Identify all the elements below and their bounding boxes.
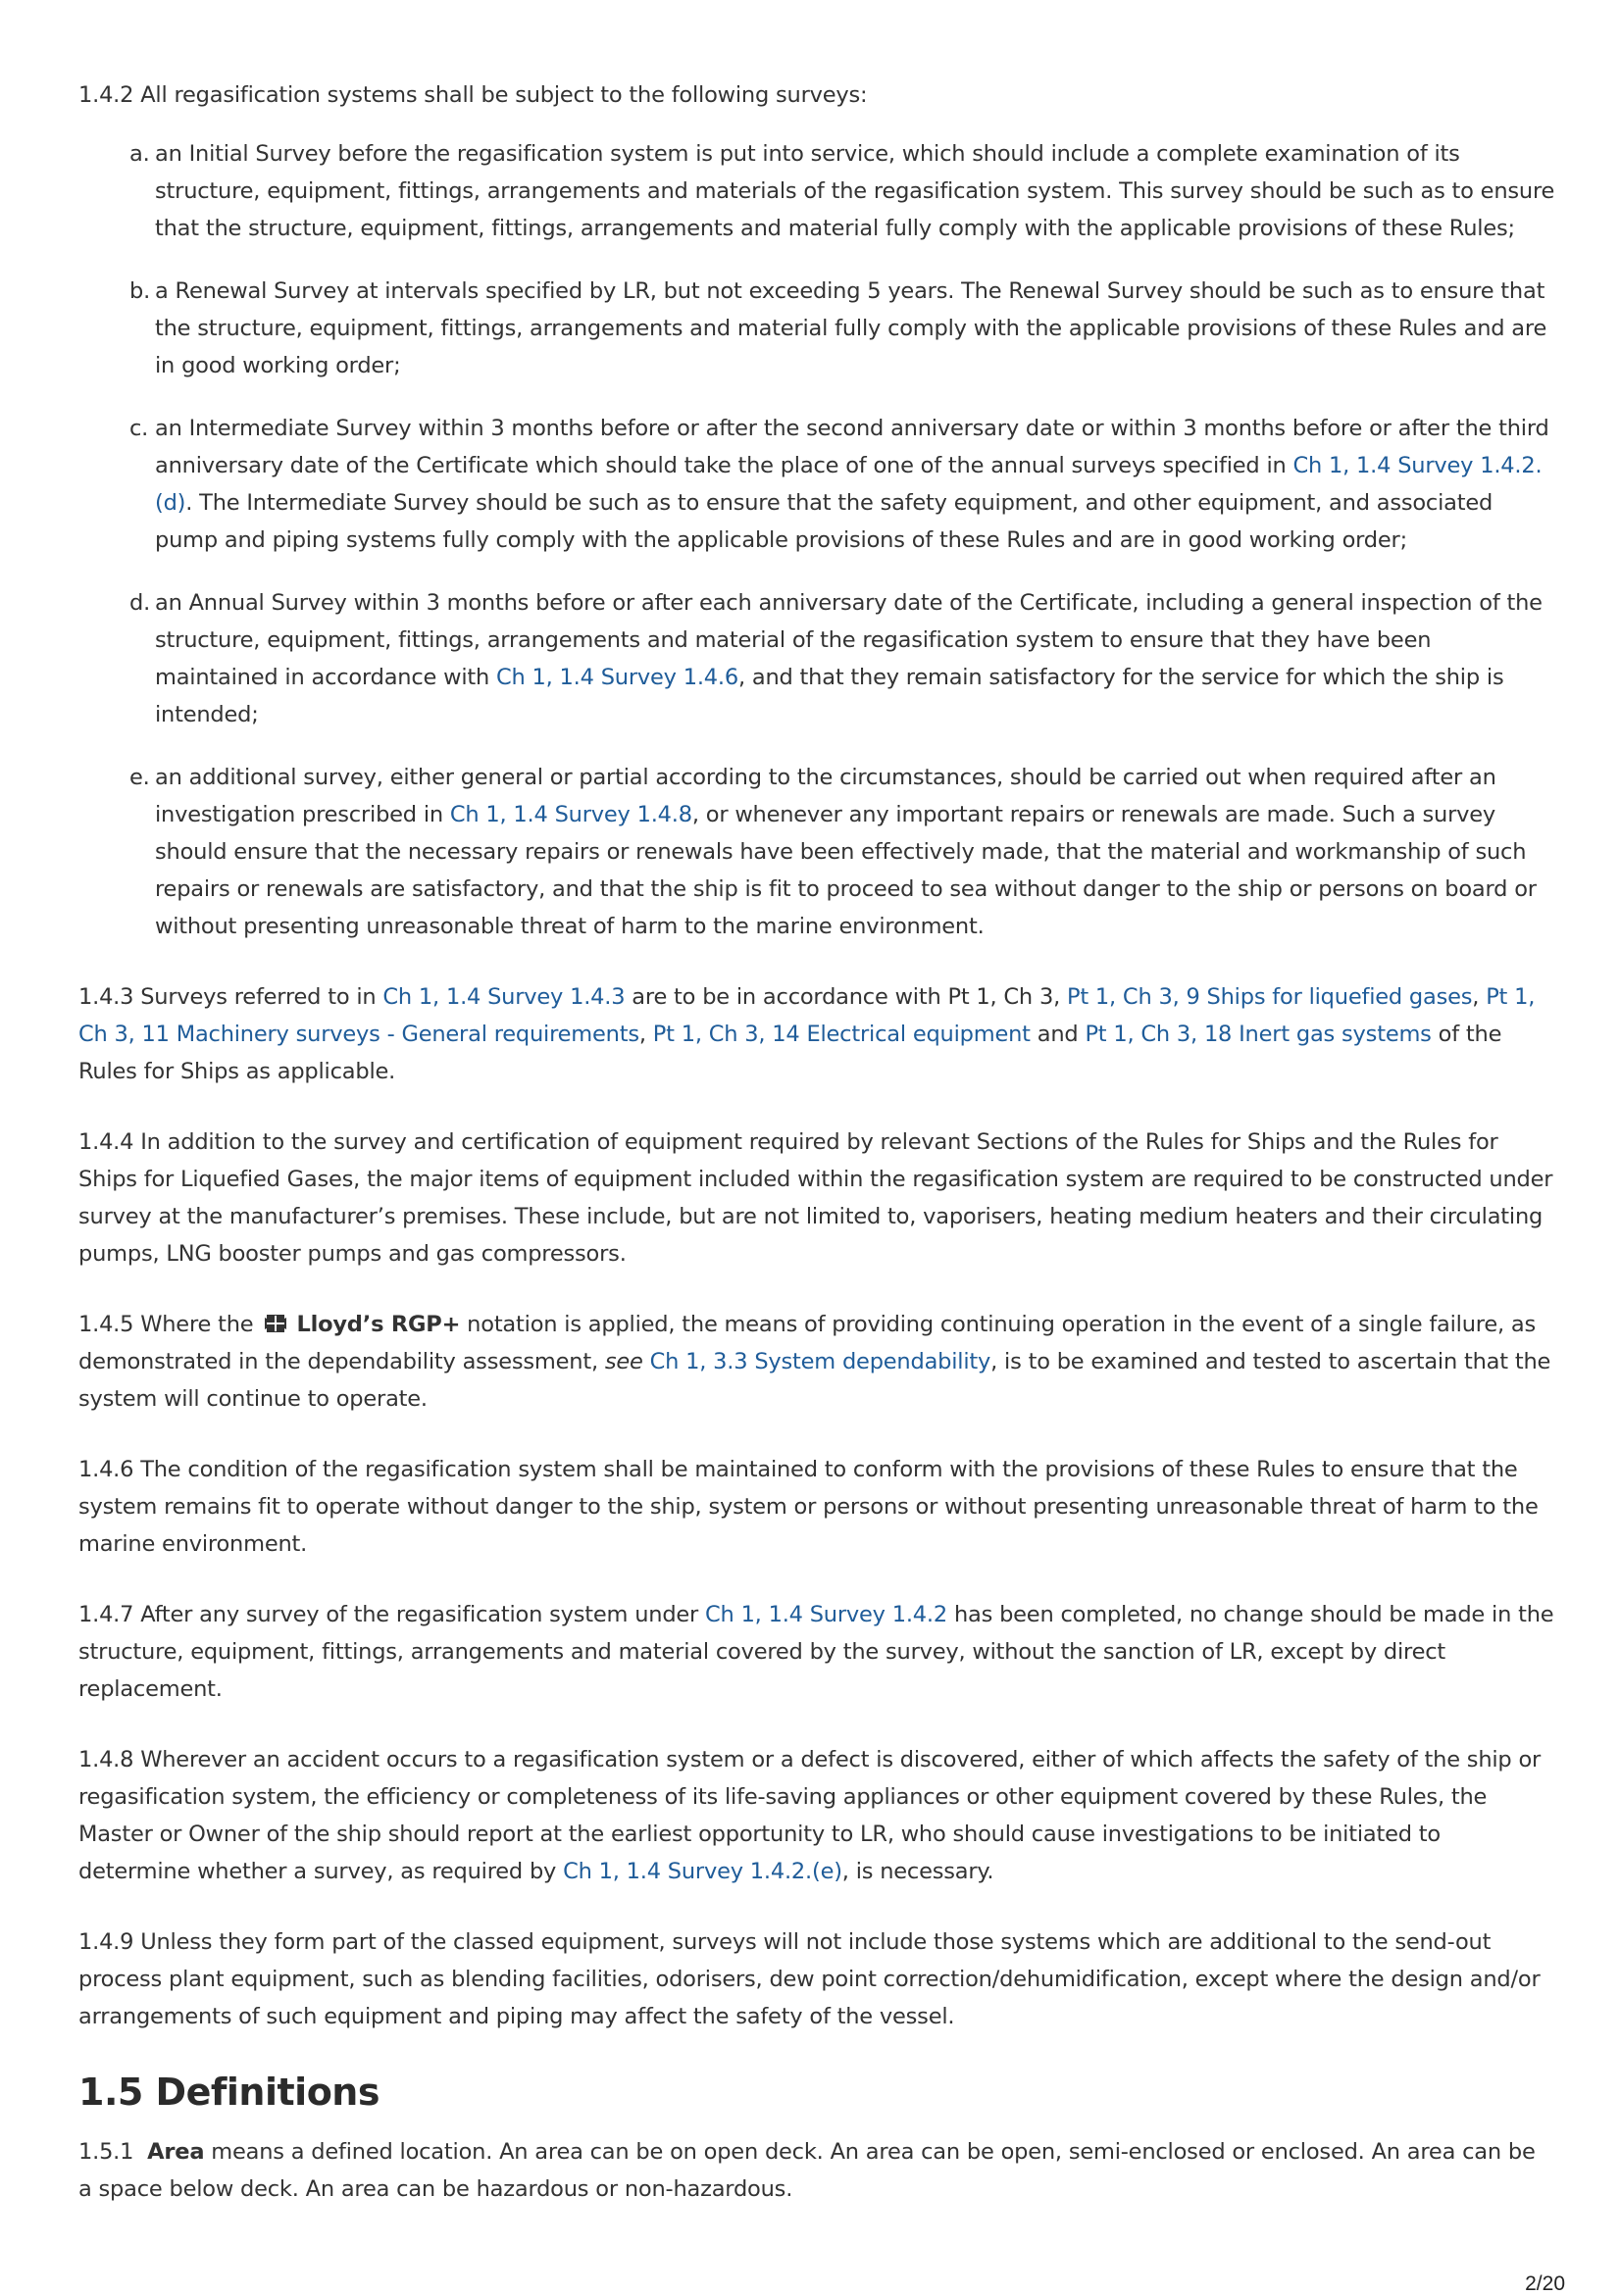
list-item-b	[78, 273, 1555, 384]
para-1-4-8	[78, 1741, 1555, 1890]
text-run: of the Rules for Ships as applicable.	[78, 1022, 1502, 1084]
para-1-4-2-intro: 1.4.2 All regasification systems shall be subject to the following surveys:	[78, 82, 868, 108]
link-pt1-ch3-11[interactable]: Pt 1, Ch 3, 11 Machinery surveys - General requirements	[78, 984, 1536, 1047]
defined-term: Area	[147, 2139, 205, 2165]
para-1-4-7	[78, 1596, 1555, 1708]
list-item-text: an Initial Survey before the regasification system is put into service, which should include a complete examination of its structure, equipment, fittings, arrangements and materials of the regasification system. This survey should be such as to ensure that the structure, equipment, fittings, arrangements and material fully comply with the applicable provisions of these Rules;	[155, 141, 1555, 241]
list-item-d	[78, 584, 1555, 733]
link-3-3-system-dependability[interactable]: Ch 1, 3.3 System dependability	[649, 1349, 991, 1374]
page-number: 2/20	[1525, 2272, 1565, 2295]
text-run: 1.4.3 Surveys referred to in	[78, 984, 383, 1010]
list-marker: c.	[129, 416, 149, 441]
para-1-4-4: 1.4.4 In addition to the survey and certification of equipment required by relevant Sections of the Rules for Ships and the Rules for Ships for Liquefied Gases, the major items of equipment included within the regasification system are required to be constructed under survey at the manufacturer’s premises. These include, but are not limited to, vaporisers, heating medium heaters and their circulating pumps, LNG booster pumps and gas compressors.	[78, 1129, 1553, 1267]
text-run: 1.4.5 Where the	[78, 1312, 254, 1337]
para-1-4-6: 1.4.6 The condition of the regasification system shall be maintained to conform with the provisions of these Rules to ensure that the system remains fit to operate without danger to the ship, system or persons or without presenting unreasonable threat of harm to the marine environment.	[78, 1457, 1539, 1557]
notation-label: Lloyd’s RGP+	[296, 1312, 461, 1337]
text-run: ,	[638, 1022, 653, 1047]
document-body	[78, 76, 1555, 2208]
list-item-a	[78, 135, 1555, 247]
link-1-4-2-d[interactable]: Ch 1, 1.4 Survey 1.4.2.(d)	[155, 453, 1543, 516]
link-1-4-3[interactable]: Ch 1, 1.4 Survey 1.4.3	[382, 984, 626, 1010]
list-marker: e.	[129, 765, 150, 790]
clause-number: 1.5.1	[78, 2139, 134, 2165]
para-1-4-9: 1.4.9 Unless they form part of the classed equipment, surveys will not include those systems which are additional to the send-out process plant equipment, such as blending facilities, odorisers, dew point correction/dehumidification, except where the design and/or arrangements of such equipment and piping may affect the safety of the vessel.	[78, 1929, 1541, 2029]
text-run: and	[1030, 1022, 1086, 1047]
list-item-c	[78, 410, 1555, 559]
list-item-text: an Intermediate Survey within 3 months before or after the second anniversary date or within 3 months before or after the third anniversary date of the Certificate which should take the place of one of the annual surveys specified in	[155, 416, 1549, 478]
link-pt1-ch3-18[interactable]: Pt 1, Ch 3, 18 Inert gas systems	[1085, 1022, 1432, 1047]
list-item-text: an additional survey, either general or partial according to the circumstances, should be carried out when required after an investigation prescribed in	[155, 765, 1496, 827]
list-item-text: an Annual Survey within 3 months before or after each anniversary date of the Certificate, including a general inspection of the structure, equipment, fittings, arrangements and material of the regasification system to ensure that they have been maintained in accordance with	[155, 590, 1543, 690]
link-pt1-ch3-14[interactable]: Pt 1, Ch 3, 14 Electrical equipment	[652, 1022, 1031, 1047]
list-marker: b.	[129, 278, 151, 304]
link-1-4-2-e[interactable]: Ch 1, 1.4 Survey 1.4.2.(e)	[563, 1859, 842, 1884]
text-run: 1.4.7 After any survey of the regasification system under	[78, 1602, 706, 1627]
list-item-text: . The Intermediate Survey should be such as to ensure that the safety equipment, and other equipment, and associated pump and piping systems fully comply with the applicable provisions of these Rules and are in good working order;	[155, 490, 1493, 553]
text-run: ,	[1472, 984, 1487, 1010]
link-1-4-2[interactable]: Ch 1, 1.4 Survey 1.4.2	[705, 1602, 947, 1627]
text-run: has been completed, no change should be made in the structure, equipment, fittings, arrangements and material covered by the survey, without the sanction of LR, except by direct replacement.	[78, 1602, 1554, 1702]
link-1-4-8[interactable]: Ch 1, 1.4 Survey 1.4.8	[449, 802, 692, 827]
see-emphasis: see	[604, 1349, 643, 1374]
text-run: are to be in accordance with Pt 1, Ch 3,	[625, 984, 1067, 1010]
list-item-text: , or whenever any important repairs or renewals are made. Such a survey should ensure that the necessary repairs or renewals have been effectively made, that the material and workmanship of such repairs or renewals are satisfactory, and that the ship is fit to proceed to sea without danger to the ship or persons on board or without presenting unreasonable threat of harm to the marine environment.	[155, 802, 1537, 939]
text-run: , is to be examined and tested to ascertain that the system will continue to operate.	[78, 1349, 1551, 1412]
text-run: notation is applied, the means of providing continuing operation in the event of a single failure, as demonstrated in the dependability assessment,	[78, 1312, 1537, 1374]
para-1-4-5	[78, 1306, 1555, 1418]
link-1-4-6[interactable]: Ch 1, 1.4 Survey 1.4.6	[496, 665, 738, 690]
link-pt1-ch3-9[interactable]: Pt 1, Ch 3, 9 Ships for liquefied gases	[1066, 984, 1473, 1010]
list-marker: a.	[129, 141, 150, 167]
text-run: 1.4.8 Wherever an accident occurs to a regasification system or a defect is discovered, either of which affects the safety of the ship or regasification system, the efficiency or completeness of its life-saving appliances or other equipment covered by these Rules, the Master or Owner of the ship should report at the earliest opportunity to LR, who should cause investigations to be initiated to determine whether a survey, as required by	[78, 1747, 1542, 1884]
maltese-cross-icon	[263, 1313, 288, 1334]
survey-list	[78, 135, 1555, 945]
list-item-text: a Renewal Survey at intervals specified by LR, but not exceeding 5 years. The Renewal Survey should be such as to ensure that the structure, equipment, fittings, arrangements and material fully comply with the applicable provisions of these Rules and are in good working order;	[155, 278, 1547, 378]
section-heading-definitions: 1.5 Definitions	[78, 2071, 380, 2114]
text-run: , is necessary.	[841, 1859, 994, 1884]
list-marker: d.	[129, 590, 151, 616]
para-1-4-3	[78, 978, 1555, 1090]
list-item-e	[78, 759, 1555, 945]
text-run: means a defined location. An area can be on open deck. An area can be open, semi-enclosed or enclosed. An area can be a space below deck. An area can be hazardous or non-hazardous.	[78, 2139, 1536, 2202]
para-1-5-1	[78, 2133, 1555, 2208]
list-item-text: , and that they remain satisfactory for the service for which the ship is intended;	[155, 665, 1504, 727]
